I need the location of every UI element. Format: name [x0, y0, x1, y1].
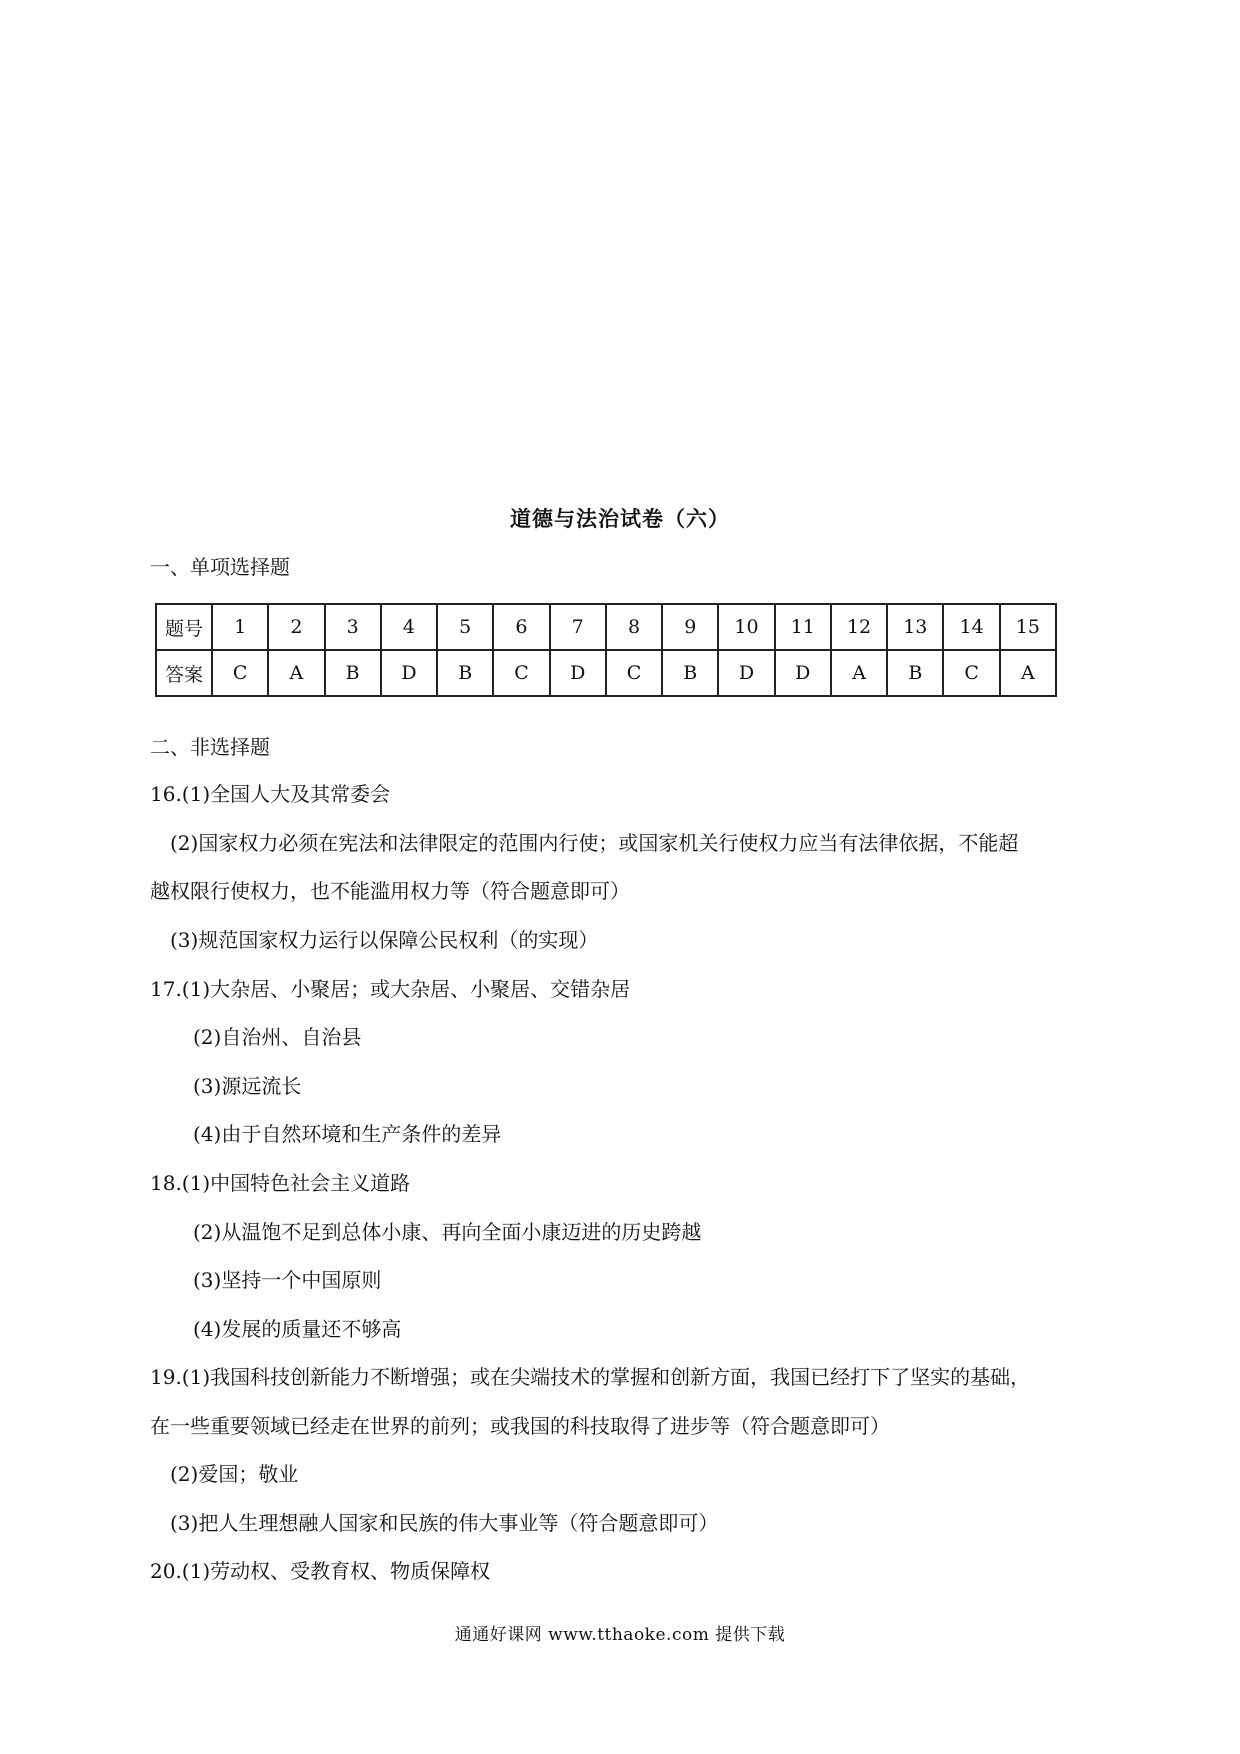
answer-cell: D — [718, 650, 774, 696]
page-footer: 通通好课网 www.tthaoke.com 提供下载 — [454, 1625, 786, 1645]
page-title: 道德与法治试卷（六） — [510, 506, 730, 531]
answer-cell: A — [1000, 650, 1056, 696]
answer-table-number-row — [156, 604, 1056, 650]
answer-line-16-3: (3)规范国家权力运行以保障公民权利（的实现） — [170, 928, 599, 952]
answer-line-17-4: (4)由于自然环境和生产条件的差异 — [193, 1122, 502, 1146]
section-heading-non-choice: 二、非选择题 — [150, 735, 270, 759]
answer-cell: B — [887, 650, 943, 696]
answer-line-19-1-cont: 在一些重要领域已经走在世界的前列；或我国的科技取得了进步等（符合题意即可） — [150, 1414, 890, 1438]
answer-cell: B — [437, 650, 493, 696]
answer-line-16-2: (2)国家权力必须在宪法和法律限定的范围内行使；或国家机关行使权力应当有法律依据，不能超 — [170, 831, 1019, 855]
table-header-question-number: 题号 — [156, 604, 212, 650]
answer-line-18-1: 18.(1)中国特色社会主义道路 — [150, 1171, 411, 1195]
answer-cell: C — [212, 650, 268, 696]
answer-line-16-1: 16.(1)全国人大及其常委会 — [150, 782, 391, 806]
answer-cell: B — [662, 650, 718, 696]
answer-cell: A — [831, 650, 887, 696]
answer-line-19-3: (3)把人生理想融人国家和民族的伟大事业等（符合题意即可） — [170, 1511, 719, 1535]
question-number-cell: 12 — [831, 604, 887, 650]
answer-table-answer-row — [156, 650, 1056, 696]
question-number-cell: 8 — [606, 604, 662, 650]
question-number-cell: 15 — [1000, 604, 1056, 650]
question-number-cell: 13 — [887, 604, 943, 650]
question-number-cell: 2 — [268, 604, 324, 650]
answer-line-18-3: (3)坚持一个中国原则 — [193, 1268, 382, 1292]
table-header-answer: 答案 — [156, 650, 212, 696]
answer-cell: D — [381, 650, 437, 696]
answer-line-18-2: (2)从温饱不足到总体小康、再向全面小康迈进的历史跨越 — [193, 1220, 702, 1244]
answer-cell: C — [943, 650, 999, 696]
question-number-cell: 5 — [437, 604, 493, 650]
answer-line-16-2-cont: 越权限行使权力，也不能滥用权力等（符合题意即可） — [150, 879, 630, 903]
question-number-cell: 4 — [381, 604, 437, 650]
question-number-cell: 3 — [325, 604, 381, 650]
answer-line-17-1: 17.(1)大杂居、小聚居；或大杂居、小聚居、交错杂居 — [150, 977, 631, 1001]
answer-line-18-4: (4)发展的质量还不够高 — [193, 1317, 402, 1341]
answer-cell: B — [325, 650, 381, 696]
question-number-cell: 7 — [550, 604, 606, 650]
answer-line-19-1: 19.(1)我国科技创新能力不断增强；或在尖端技术的掌握和创新方面，我国已经打下了坚实的基础， — [150, 1365, 1031, 1389]
question-number-cell: 9 — [662, 604, 718, 650]
answer-cell: D — [550, 650, 606, 696]
answer-line-17-3: (3)源远流长 — [193, 1074, 302, 1098]
question-number-cell: 10 — [718, 604, 774, 650]
question-number-cell: 1 — [212, 604, 268, 650]
question-number-cell: 14 — [943, 604, 999, 650]
section-heading-single-choice: 一、单项选择题 — [150, 555, 290, 579]
answer-cell: C — [493, 650, 549, 696]
answer-table — [155, 603, 1057, 697]
question-number-cell: 11 — [775, 604, 831, 650]
answer-line-20-1: 20.(1)劳动权、受教育权、物质保障权 — [150, 1559, 491, 1583]
question-number-cell: 6 — [493, 604, 549, 650]
answer-line-17-2: (2)自治州、自治县 — [193, 1025, 362, 1049]
answer-line-19-2: (2)爱国；敬业 — [170, 1462, 299, 1486]
answer-cell: D — [775, 650, 831, 696]
answer-cell: A — [268, 650, 324, 696]
answer-cell: C — [606, 650, 662, 696]
